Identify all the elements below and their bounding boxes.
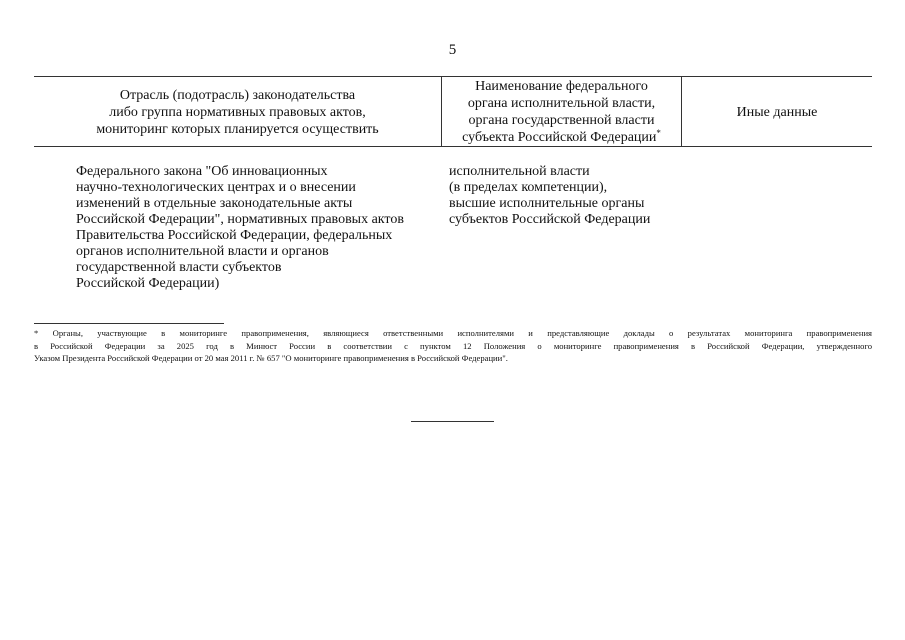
- header-line: Отрасль (подотрасль) законодательства: [119, 87, 356, 103]
- cell-line: Федерального закона "Об инновационных: [76, 164, 328, 179]
- row-cell-authority-name: [449, 164, 650, 228]
- cell-line: исполнительной власти: [449, 164, 590, 179]
- cell-line: Российской Федерации): [76, 276, 220, 291]
- footnote-line: в Российской Федерации за 2025 год в Минюст России в соответствии с пунктом 12 Положения о мониторинге правоприменения в Российской Федерации, утвержденного: [34, 340, 872, 351]
- row-cell-legislation-branch: [76, 164, 404, 292]
- header-line: органа исполнительной власти,: [467, 96, 656, 111]
- footnote-separator: [34, 323, 224, 324]
- table-top-border: [34, 76, 872, 77]
- header-line: Иные данные: [736, 104, 818, 120]
- footnote: [34, 327, 872, 365]
- header-line: субъекта Российской Федерации: [462, 130, 657, 145]
- header-line: Наименование федерального: [475, 79, 648, 94]
- header-cell-authority-name: [442, 78, 681, 146]
- header-cell-other-data: [682, 78, 872, 146]
- cell-line: Правительства Российской Федерации, федеральных: [76, 228, 393, 243]
- header-line-with-mark: [462, 129, 661, 146]
- cell-line: органов исполнительной власти и органов: [76, 244, 329, 259]
- cell-line: Российской Федерации", нормативных правовых актов: [76, 212, 404, 227]
- cell-line: (в пределах компетенции),: [449, 180, 608, 195]
- end-of-document-rule: [411, 421, 494, 422]
- header-cell-legislation-branch: [34, 78, 441, 146]
- footnote-line: Указом Президента Российской Федерации от 20 мая 2011 г. № 657 "О мониторинге правоприменения в Российской Федерации".: [34, 353, 508, 363]
- header-line: либо группа нормативных правовых актов,: [109, 104, 366, 120]
- cell-line: субъектов Российской Федерации: [449, 212, 651, 227]
- page-number: 5: [448, 42, 457, 58]
- cell-line: государственной власти субъектов: [76, 260, 282, 275]
- header-line: органа государственной власти: [468, 113, 655, 128]
- cell-line: высшие исполнительные органы: [449, 196, 645, 211]
- cell-line: изменений в отдельные законодательные акты: [76, 196, 353, 211]
- header-line: мониторинг которых планируется осуществить: [96, 121, 379, 137]
- table-header-bottom-border: [34, 146, 872, 147]
- footnote-line: * Органы, участвующие в мониторинге правоприменения, являющиеся ответственными исполнителями и представляющие доклады о результатах мониторинга правоприменения: [34, 328, 872, 338]
- cell-line: научно-технологических центрах и о внесении: [76, 180, 356, 195]
- footnote-mark: *: [656, 128, 661, 138]
